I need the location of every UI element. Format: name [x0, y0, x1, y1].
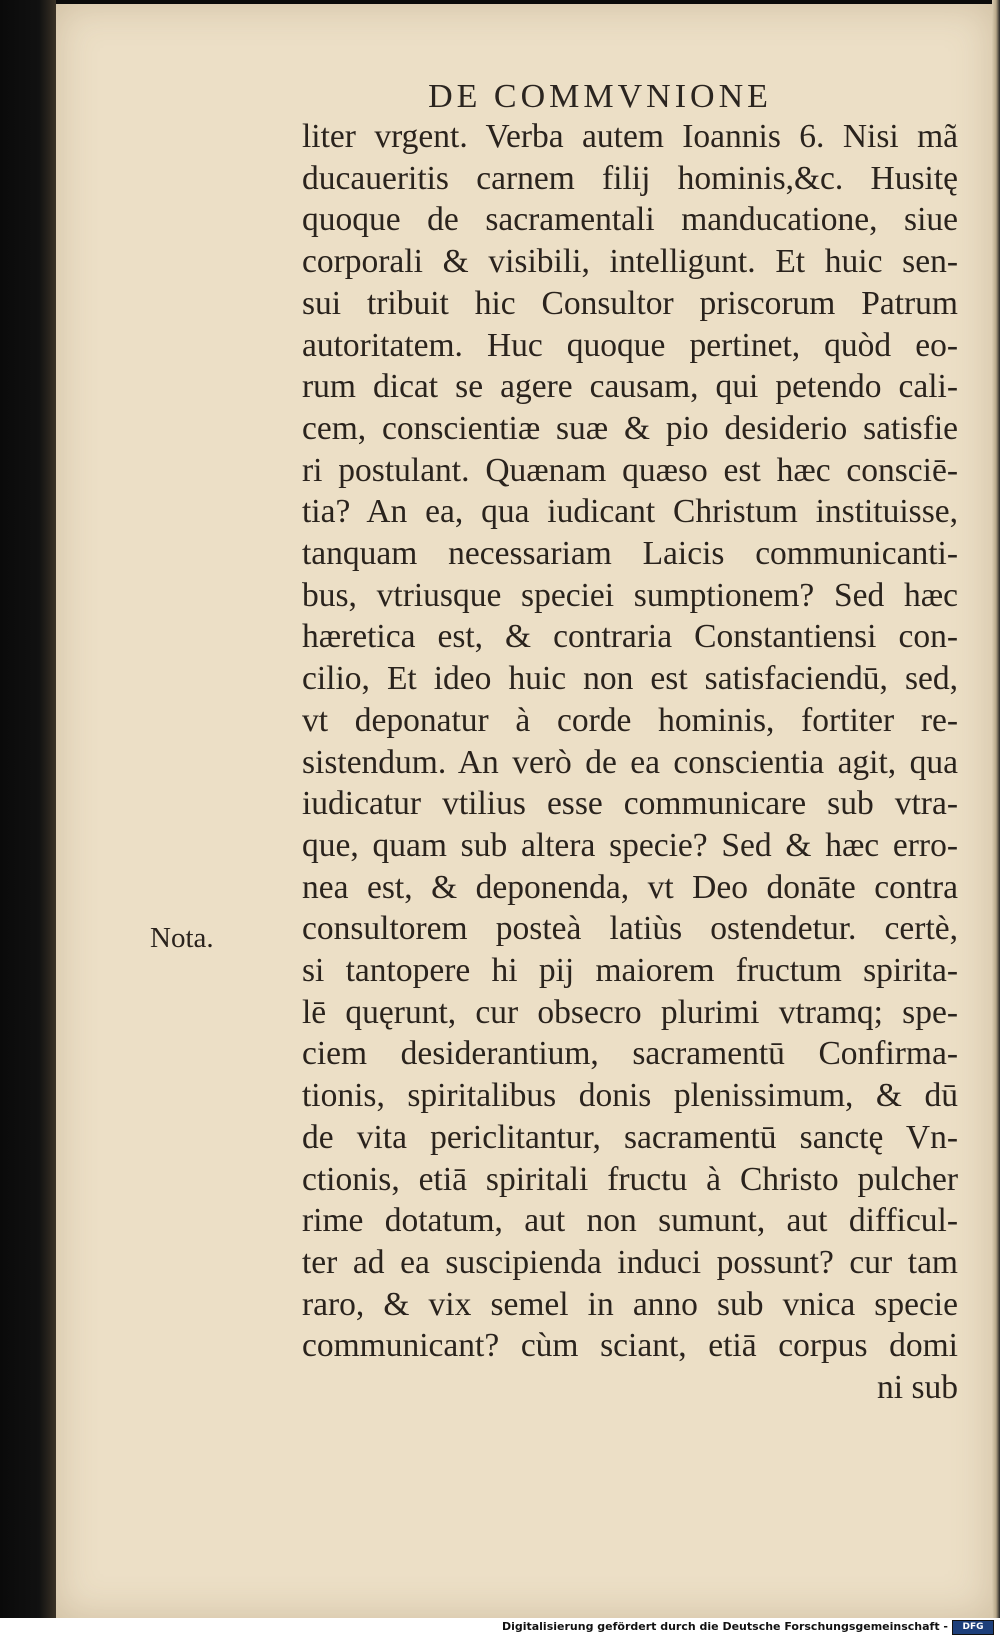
text-line: tionis, spiritalibus donis plenissimum, & dū: [302, 1077, 958, 1115]
catchword: ni sub: [877, 1369, 958, 1407]
text-line: si tantopere hi pij maiorem fructum spirita-: [302, 952, 958, 990]
text-line: iudicatur vtilius esse communicare sub vtra-: [302, 785, 958, 823]
text-line: nea est, & deponenda, vt Deo donāte contra: [302, 868, 958, 906]
text-line: bus, vtriusque speciei sumptionem? Sed hæc: [302, 576, 958, 614]
text-line: quoque de sacramentali manducatione, siue: [302, 201, 958, 239]
text-line: ducaueritis carnem filij hominis,&c. Husitę: [302, 159, 958, 197]
text-line: consultorem posteà latiùs ostendetur. certè,: [302, 910, 958, 948]
body-text: [302, 116, 958, 1409]
text-line: de vita periclitantur, sacramentū sanctę Vn-: [302, 1118, 958, 1156]
digitization-credit: Digitalisierung gefördert durch die Deutsche Forschungsgemeinschaft -: [501, 1620, 948, 1633]
text-line: ctionis, etiā spiritali fructu à Christo pulcher: [302, 1160, 958, 1198]
scan-background-left: [0, 0, 56, 1618]
dfg-logo: DFG: [952, 1620, 994, 1635]
text-line: autoritatem. Huc quoque pertinet, quòd eo-: [302, 326, 958, 364]
text-line: cilio, Et ideo huic non est satisfaciendū, sed,: [302, 660, 958, 698]
text-line: sistendum. An verò de ea conscientia agit, qua: [302, 743, 958, 781]
text-line: tanquam necessariam Laicis communicanti-: [302, 535, 958, 573]
text-line: corporali & visibili, intelligunt. Et huic sen-: [302, 243, 958, 281]
text-line: rime dotatum, aut non sumunt, aut difficul-: [302, 1202, 958, 1240]
text-line: rum dicat se agere causam, qui petendo cali-: [302, 368, 958, 406]
running-head: DE COMMVNIONE: [428, 78, 772, 115]
text-line: hæretica est, & contraria Constantiensi con-: [302, 618, 958, 656]
text-line: cem, conscientiæ suæ & pio desiderio satisfie: [302, 409, 958, 447]
text-line: ter ad ea suscipienda induci possunt? cur tam: [302, 1243, 958, 1281]
text-line: vt deponatur à corde hominis, fortiter re-: [302, 701, 958, 739]
text-line: tia? An ea, qua iudicant Christum instituisse,: [302, 493, 958, 531]
text-line: liter vrgent. Verba autem Ioannis 6. Nisi mã: [302, 118, 958, 155]
text-line: ciem desiderantium, sacramentū Confirma-: [302, 1035, 958, 1073]
text-line: lē quęrunt, cur obsecro plurimi vtramq; spe-: [302, 993, 958, 1031]
text-line: ri postulant. Quænam quæso est hæc consciē-: [302, 451, 958, 489]
text-line: raro, & vix semel in anno sub vnica specie: [302, 1285, 958, 1323]
text-line: que, quam sub altera specie? Sed & hæc erro-: [302, 826, 958, 864]
text-line: sui tribuit hic Consultor priscorum Patrum: [302, 284, 958, 322]
page-edge-right: [992, 0, 1000, 1618]
marginal-note: Nota.: [150, 922, 214, 954]
text-line: communicant? cùm sciant, etiā corpus domi: [302, 1327, 958, 1365]
